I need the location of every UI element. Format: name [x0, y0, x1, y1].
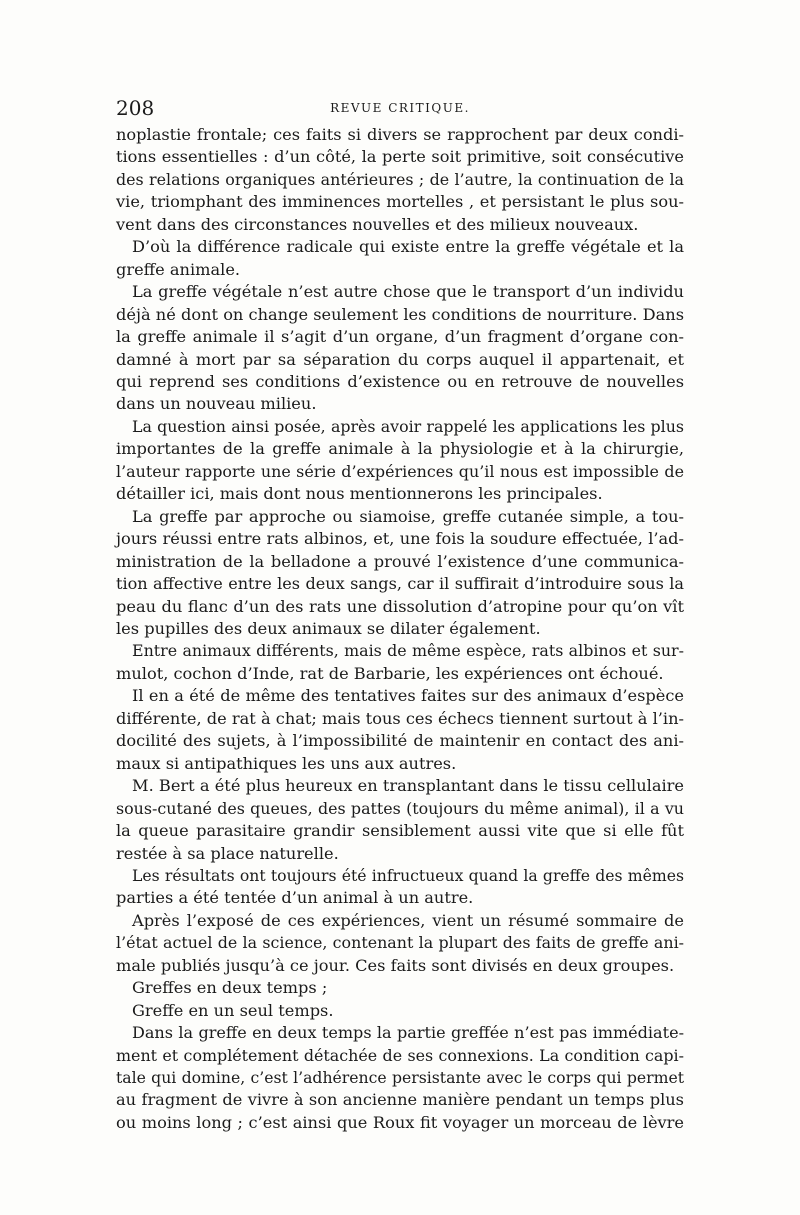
running-head	[116, 96, 684, 120]
text-line: des relations organiques antérieures ; de l’autre, la continuation de la	[116, 169, 684, 189]
page	[116, 96, 684, 1134]
text-line: maux si antipathiques les uns aux autres.	[116, 753, 457, 773]
text-line: l’auteur rapporte une série d’expériences qu’il nous est impossible de	[116, 461, 684, 481]
text-line: peau du flanc d’un des rats une dissolution d’atropine pour qu’on vît	[116, 596, 684, 616]
text-line: male publiés jusqu’à ce jour. Ces faits sont divisés en deux groupes.	[116, 955, 675, 975]
text-line: la queue parasitaire grandir sensiblement aussi vite que si elle fût	[116, 821, 684, 841]
header-title: REVUE CRITIQUE.	[330, 101, 470, 115]
text-line: dans un nouveau milieu.	[116, 394, 317, 414]
text-line: noplastie frontale; ces faits si divers se rapprochent par deux condi-	[116, 125, 684, 144]
text-line: tion affective entre les deux sangs, car il suffirait d’introduire sous la	[116, 574, 684, 594]
body-text	[116, 124, 684, 1134]
text-line: Les résultats ont toujours été infructueux quand la greffe des mêmes	[132, 865, 684, 885]
text-line: ministration de la belladone a prouvé l’existence d’une communica-	[116, 551, 684, 571]
text-line: qui reprend ses conditions d’existence ou en retrouve de nouvelles	[116, 371, 684, 391]
text-line: Après l’exposé de ces expériences, vient un résumé sommaire de	[132, 910, 684, 930]
text-line: déjà né dont on change seulement les conditions de nourriture. Dans	[116, 304, 684, 324]
text-line: La greffe par approche ou siamoise, greffe cutanée simple, a tou-	[132, 506, 684, 526]
text-line: vent dans des circonstances nouvelles et des milieux nouveaux.	[116, 214, 639, 234]
text-line: ou moins long ; c’est ainsi que Roux fit voyager un morceau de lèvre	[116, 1112, 684, 1132]
text-line: détailler ici, mais dont nous mentionnerons les principales.	[116, 484, 603, 504]
text-line: mulot, cochon d’Inde, rat de Barbarie, les expériences ont échoué.	[116, 663, 664, 683]
text-line: La greffe végétale n’est autre chose que le transport d’un individu	[132, 282, 684, 302]
text-line: restée à sa place naturelle.	[116, 843, 339, 863]
text-line: greffe animale.	[116, 259, 241, 279]
text-line: Il en a été de même des tentatives faites sur des animaux d’espèce	[132, 686, 684, 706]
text-line: les pupilles des deux animaux se dilater également.	[116, 618, 541, 638]
text-line: M. Bert a été plus heureux en transplantant dans le tissu cellulaire	[132, 776, 684, 796]
text-line: tions essentielles : d’un côté, la perte soit primitive, soit consécutive	[116, 147, 684, 167]
text-line: docilité des sujets, à l’impossibilité de maintenir en contact des ani-	[116, 731, 684, 751]
text-line: parties a été tentée d’un animal à un autre.	[116, 888, 474, 908]
text-line: damné à mort par sa séparation du corps auquel il appartenait, et	[116, 349, 684, 369]
text-line: au fragment de vivre à son ancienne manière pendant un temps plus	[116, 1090, 684, 1110]
text-line: Dans la greffe en deux temps la partie greffée n’est pas immédiate-	[132, 1023, 684, 1043]
text-line: vie, triomphant des imminences mortelles , et persistant le plus sou-	[116, 192, 684, 212]
text-line: Greffe en un seul temps.	[132, 1000, 334, 1020]
text-line: l’état actuel de la science, contenant la plupart des faits de greffe ani-	[116, 933, 684, 953]
page-number: 208	[116, 96, 155, 120]
text-line: La question ainsi posée, après avoir rappelé les applications les plus	[132, 416, 684, 436]
text-line: tale qui domine, c’est l’adhérence persistante avec le corps qui permet	[116, 1068, 684, 1088]
text-line: la greffe animale il s’agit d’un organe, d’un fragment d’organe con-	[116, 327, 684, 347]
text-line: D’où la différence radicale qui existe entre la greffe végétale et la	[132, 237, 684, 257]
text-line: Greffes en deux temps ;	[132, 978, 328, 998]
text-line: jours réussi entre rats albinos, et, une fois la soudure effectuée, l’ad-	[116, 529, 684, 549]
text-line: sous-cutané des queues, des pattes (toujours du même animal), il a vu	[116, 798, 684, 818]
text-line: ment et complétement détachée de ses connexions. La condition capi-	[116, 1045, 684, 1065]
text-line: importantes de la greffe animale à la physiologie et à la chirurgie,	[116, 439, 684, 459]
text-line: Entre animaux différents, mais de même espèce, rats albinos et sur-	[132, 641, 684, 661]
text-line: différente, de rat à chat; mais tous ces échecs tiennent surtout à l’in-	[116, 708, 684, 728]
